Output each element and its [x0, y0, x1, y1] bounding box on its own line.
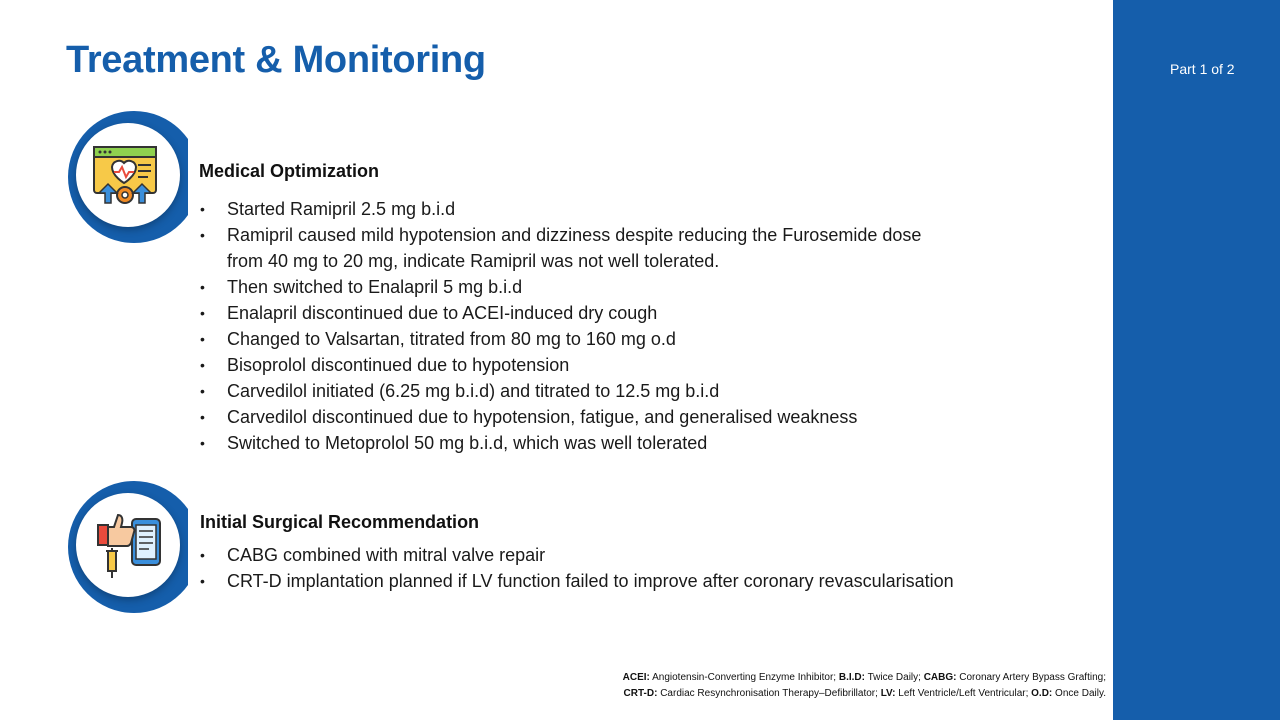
list-item: • Ramipril caused mild hypotension and dizziness despite reducing the Furosemide dose from 40 mg to 20 mg, indicate Ramipril was not well tolerated. [198, 222, 958, 274]
part-label: Part 1 of 2 [1170, 61, 1235, 77]
footnote-text: Once Daily. [1052, 688, 1106, 699]
list-item: • Changed to Valsartan, titrated from 80 mg to 160 mg o.d [198, 326, 958, 352]
footnote-text: Twice Daily; [864, 672, 924, 683]
footnote-text: Cardiac Resynchronisation Therapy–Defibrillator; [657, 688, 881, 699]
list-item: • Enalapril discontinued due to ACEI-induced dry cough [198, 300, 958, 326]
footnote-line-2 [591, 686, 1106, 702]
list-item: • Switched to Metoprolol 50 mg b.i.d, which was well tolerated [198, 430, 958, 456]
footnote-abbr: O.D: [1031, 688, 1053, 699]
footnote-abbr: LV: [880, 688, 896, 699]
side-panel [1113, 0, 1280, 720]
list-item: • CRT-D implantation planned if LV function failed to improve after coronary revascularisation [198, 568, 998, 594]
footnote-abbr: ACEI: [622, 672, 650, 683]
thumbs-up-syringe-tablet-icon [88, 501, 168, 581]
abbreviations-footnote [591, 670, 1106, 702]
list-item: • Carvedilol discontinued due to hypotension, fatigue, and generalised weakness [198, 404, 958, 430]
footnote-text: Coronary Artery Bypass Grafting; [956, 672, 1106, 683]
footnote-line-1 [591, 670, 1106, 686]
footnote-text: Angiotensin-Converting Enzyme Inhibitor; [649, 672, 839, 683]
section-title-surgical-recommendation: Initial Surgical Recommendation [200, 512, 480, 532]
footnote-abbr: B.I.D: [838, 672, 865, 683]
monitor-heart-gear-icon [88, 131, 168, 211]
surgical-recommendation-badge [68, 481, 188, 613]
page-title: Treatment & Monitoring [66, 39, 486, 81]
footnote-abbr: CABG: [923, 672, 957, 683]
footnote-text: Left Ventricle/Left Ventricular; [895, 688, 1032, 699]
section-title-medical-optimization: Medical Optimization [199, 161, 380, 181]
list-item: • Started Ramipril 2.5 mg b.i.d [198, 196, 958, 222]
list-item: • Bisoprolol discontinued due to hypotension [198, 352, 958, 378]
list-item: • Then switched to Enalapril 5 mg b.i.d [198, 274, 958, 300]
surgical-recommendation-list [198, 542, 998, 594]
medical-optimization-list [198, 196, 958, 456]
footnote-abbr: CRT-D: [623, 688, 658, 699]
list-item: • Carvedilol initiated (6.25 mg b.i.d) and titrated to 12.5 mg b.i.d [198, 378, 958, 404]
list-item: • CABG combined with mitral valve repair [198, 542, 998, 568]
medical-optimization-badge [68, 111, 188, 243]
